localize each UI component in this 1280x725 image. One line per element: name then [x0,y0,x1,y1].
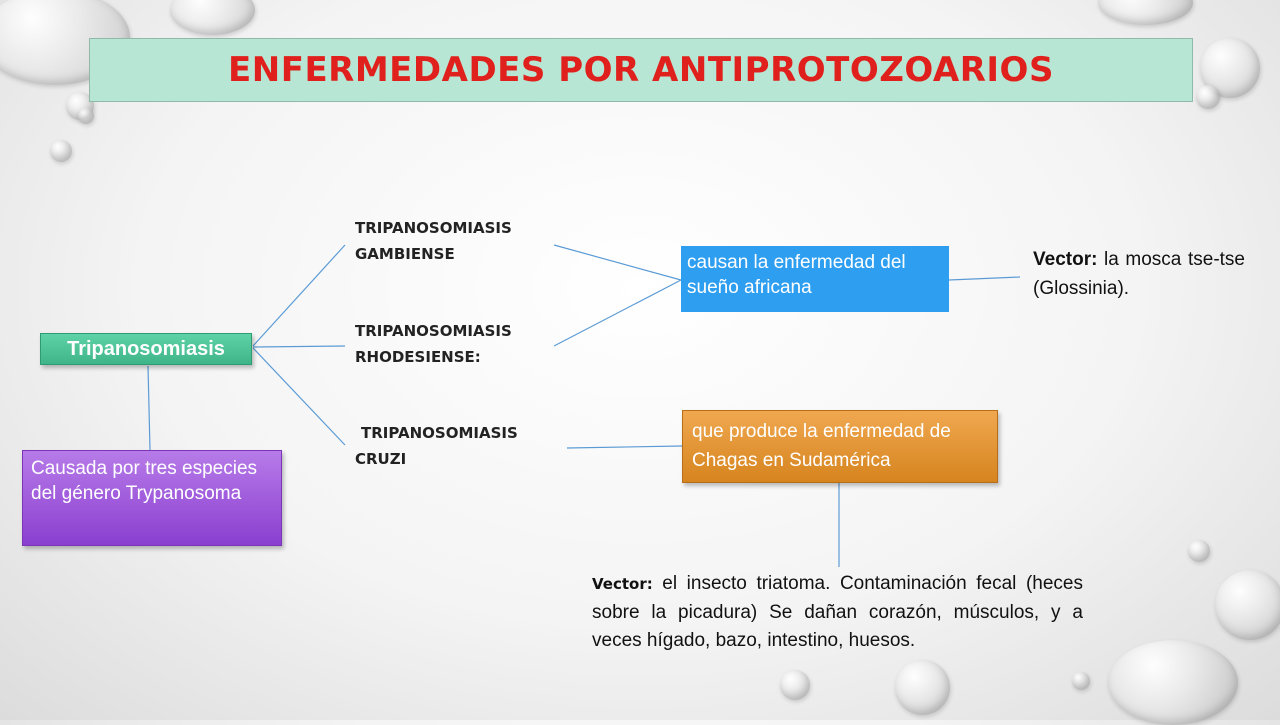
branch-label-line1: TRIPANOSOMIASIS [355,219,512,237]
sleep-sickness-text: causan la enfermedad del sueño africana [687,252,906,298]
branch-label-line2: RHODESIENSE: [355,348,481,367]
connector-rhodesiense-sleep [554,280,681,346]
vector-text: el insecto triatoma. Contaminación fecal (heces sobre la picadura) Se dañan corazón, músculos, y a veces hígado, bazo, intestino, huesos. [592,573,1083,651]
connector-root-gambiense [253,245,345,346]
cause-node [22,450,282,546]
branch-label-line1: TRIPANOSOMIASIS [361,424,518,442]
branch-cruzi [355,420,518,473]
sleep-sickness-box [681,246,949,312]
branch-label-line1: TRIPANOSOMIASIS [355,322,512,340]
connector-root-cause [148,366,150,450]
root-node-tripanosomiasis [40,333,252,365]
vector-note-tsetse [1033,245,1245,304]
branch-gambiense [355,215,512,268]
branch-rhodesiense [355,318,512,371]
vector-note-triatoma [592,570,1083,656]
connector-gambiense-sleep [554,245,681,280]
root-node-label: Tripanosomiasis [67,338,225,360]
connector-sleep-vector [949,277,1020,280]
vector-label: Vector: [592,575,653,593]
chagas-text: que produce la enfermedad de Chagas en Sudamérica [692,421,951,471]
connector-root-cruzi [253,348,345,445]
connector-root-rhodesiense [253,346,345,347]
cause-text: Causada por tres especies del género Trypanosoma [31,458,258,504]
connector-cruzi-chagas [567,446,682,448]
vector-label: Vector: [1033,249,1098,270]
branch-label-line2: GAMBIENSE [355,245,455,264]
page-title: ENFERMEDADES POR ANTIPROTOZOARIOS [228,50,1054,90]
chagas-box [682,410,998,483]
title-banner [89,38,1193,102]
branch-label-line2: CRUZI [355,450,407,469]
vector-text: la mosca tse-tse (Glossinia). [1033,249,1245,300]
